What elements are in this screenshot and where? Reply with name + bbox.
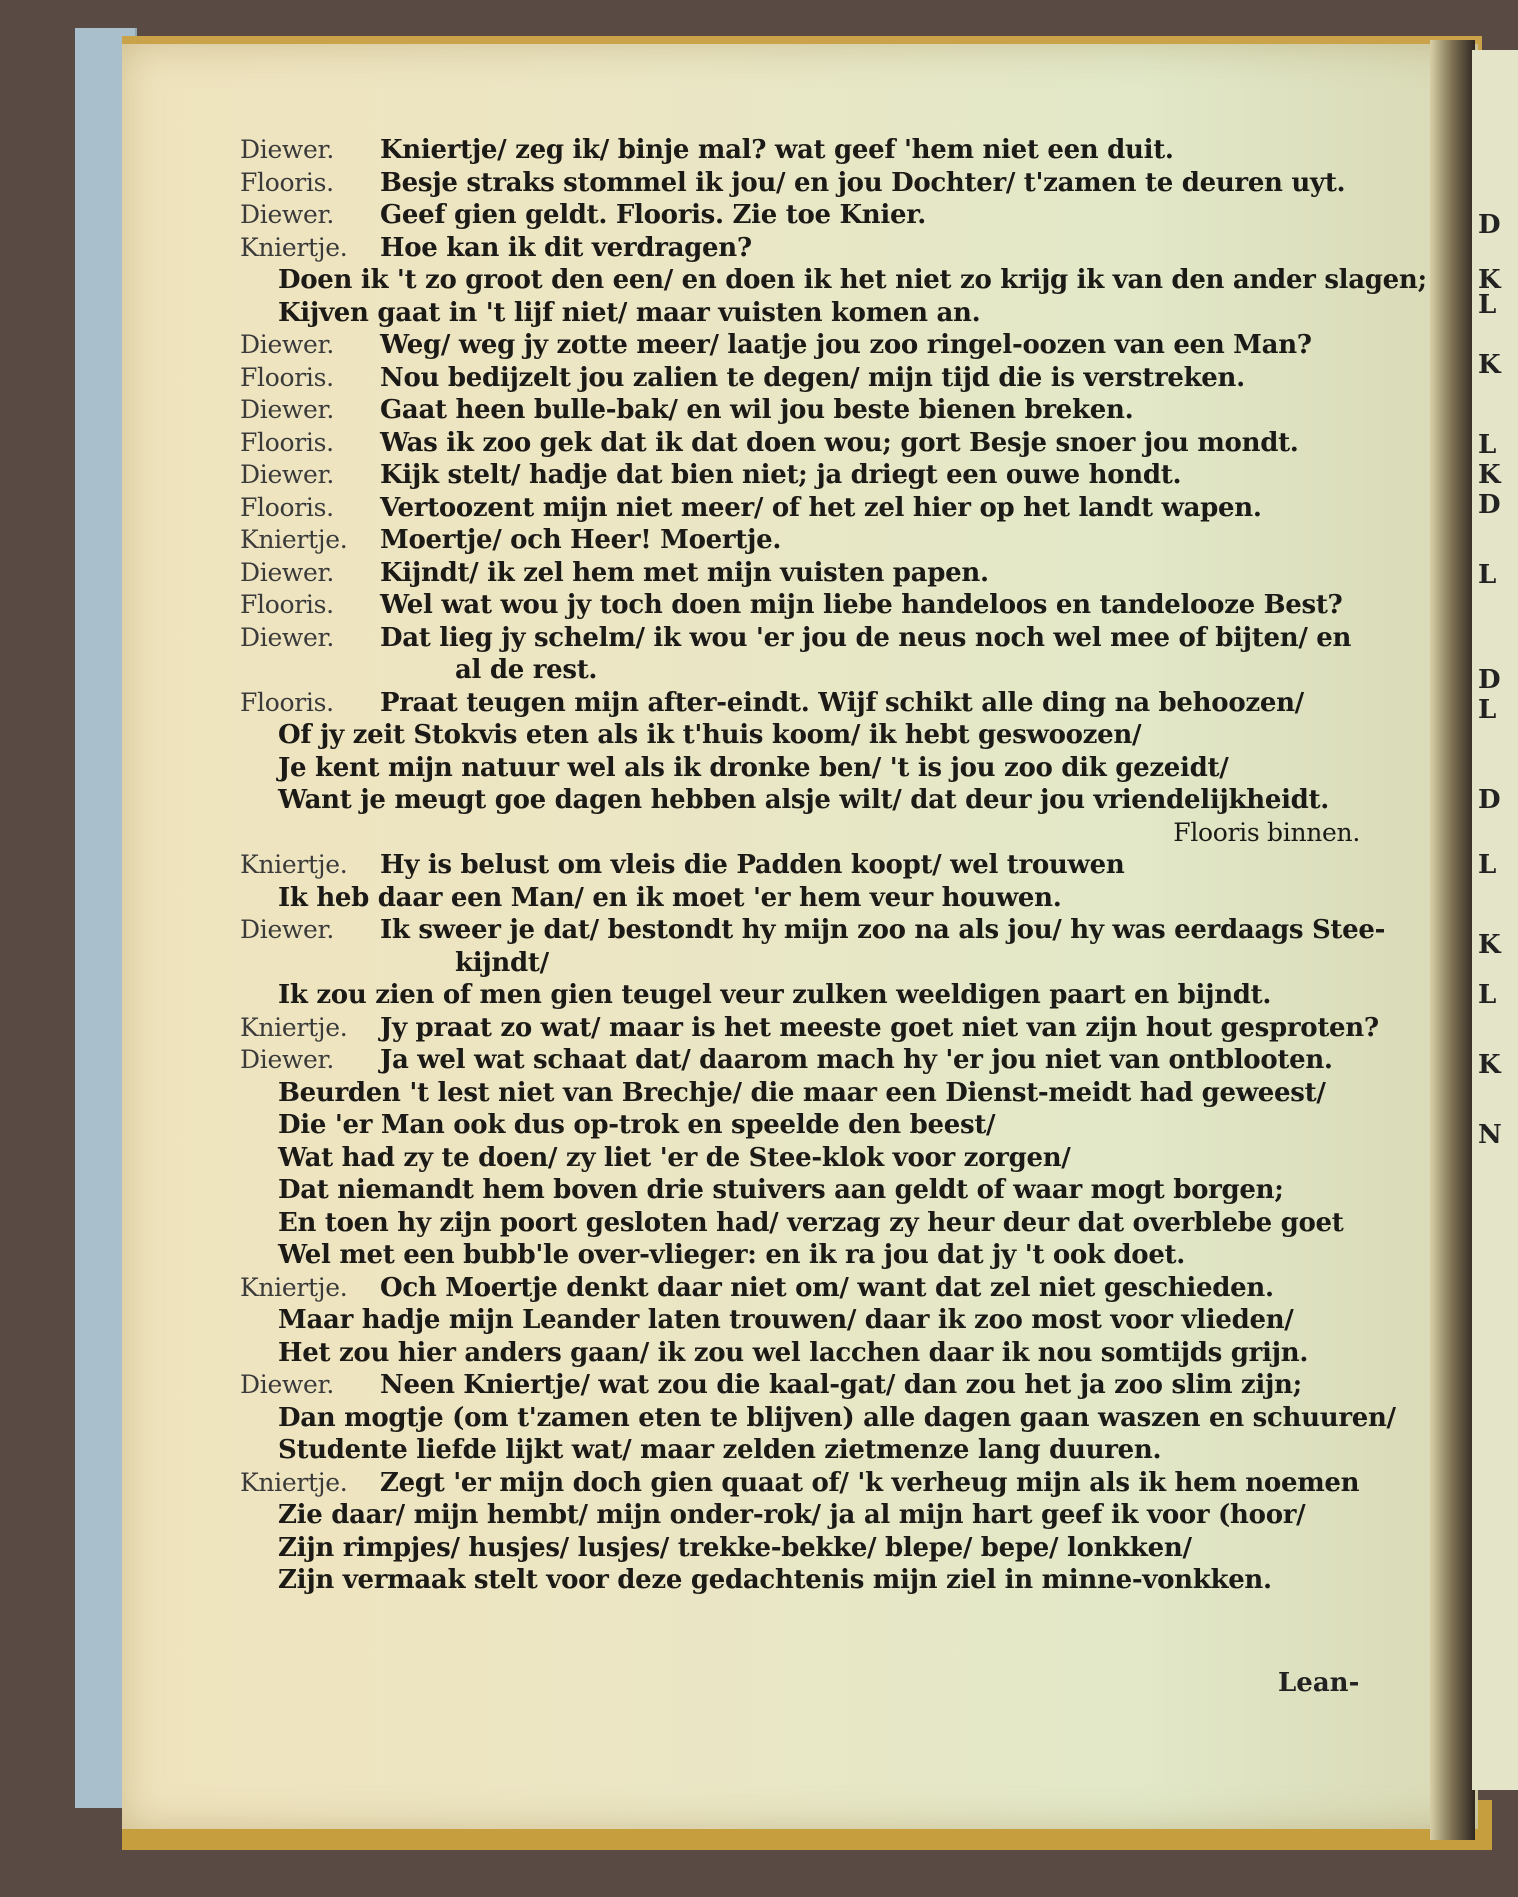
- facing-page-letter: D: [1478, 665, 1501, 695]
- line-text: Wel wat wou jy toch doen mijn liebe handeloos en tandelooze Best?: [380, 590, 1343, 620]
- text-line: [240, 1142, 1360, 1175]
- line-text: Neen Kniertje/ wat zou die kaal-gat/ dan zou het ja zoo slim zijn;: [380, 1370, 1302, 1400]
- facing-page-letter: D: [1478, 210, 1501, 240]
- speaker-name: Kniertje.: [240, 232, 348, 262]
- line-text: Zijn rimpjes/ husjes/ lusjes/ trekke-bekke/ blepe/ bepe/ lonkken/: [278, 1532, 1192, 1563]
- speaker-name: Diewer.: [240, 1045, 335, 1074]
- speaker-name: Diewer.: [240, 622, 335, 652]
- text-line: [240, 167, 1360, 200]
- text-line: [240, 1239, 1360, 1272]
- line-text: Nou bedijzelt jou zalien te degen/ mijn tijd die is verstreken.: [380, 362, 1245, 393]
- text-line: [240, 1012, 1379, 1045]
- text-line: [240, 232, 1360, 265]
- speaker-name: Kniertje.: [240, 1272, 348, 1302]
- speaker-name: Flooris.: [240, 590, 334, 619]
- line-text: Zie daar/ mijn hembt/ mijn onder-rok/ ja al mijn hart geef ik voor (hoor/: [278, 1500, 1306, 1530]
- line-text: En toen hy zijn poort gesloten had/ verzag zy heur deur dat overblebe goet: [278, 1207, 1344, 1238]
- text-line: [240, 1369, 1360, 1402]
- line-text: Studente liefde lijkt wat/ maar zelden zietmenze lang duuren.: [278, 1435, 1162, 1465]
- catchword: Lean-: [1278, 1668, 1360, 1698]
- text-line: [240, 134, 1360, 167]
- text-line: [240, 1174, 1360, 1207]
- line-text: Doen ik 't zo groot den een/ en doen ik het niet zo krijg ik van den ander slagen;: [278, 265, 1427, 295]
- line-text: Dat niemandt hem boven drie stuivers aan geldt of waar mogt borgen;: [278, 1175, 1284, 1205]
- speaker-name: Kniertje.: [240, 1467, 348, 1497]
- text-line: [240, 297, 1360, 330]
- line-text: Ja wel wat schaat dat/ daarom mach hy 'er jou niet van ontblooten.: [380, 1045, 1333, 1075]
- text-line: [240, 1077, 1360, 1110]
- line-text: Was ik zoo gek dat ik dat doen wou; gort Besje snoer jou mondt.: [380, 427, 1299, 458]
- line-text: Je kent mijn natuur wel als ik dronke ben/ 't is jou zoo dik gezeidt/: [278, 752, 1229, 783]
- facing-page-letter: D: [1478, 785, 1501, 815]
- speaker-name: Diewer.: [240, 557, 335, 587]
- text-line: [240, 1272, 1360, 1305]
- facing-page-letter: L: [1478, 695, 1497, 725]
- facing-page-letter: K: [1478, 460, 1501, 490]
- text-line: [240, 849, 1360, 882]
- facing-page-letter: L: [1478, 290, 1497, 320]
- line-text: Kijven gaat in 't lijf niet/ maar vuisten komen an.: [278, 297, 981, 328]
- facing-page-letter: L: [1478, 430, 1497, 460]
- line-text: Wat had zy te doen/ zy liet 'er de Stee-klok voor zorgen/: [278, 1142, 1071, 1173]
- text-line: [240, 199, 1360, 232]
- line-text: Kijk stelt/ hadje dat bien niet; ja driegt een ouwe hondt.: [380, 460, 1182, 490]
- facing-page-letter: K: [1478, 350, 1501, 380]
- line-text: Besje straks stommel ik jou/ en jou Dochter/ t'zamen te deuren uyt.: [380, 167, 1346, 198]
- text-line: [240, 947, 1360, 980]
- text-line: [240, 329, 1360, 362]
- speaker-name: Flooris.: [240, 492, 334, 522]
- speaker-name: Diewer.: [240, 135, 335, 164]
- text-line: [240, 1207, 1360, 1240]
- text-line: [240, 622, 1360, 655]
- text-line: [240, 1434, 1360, 1467]
- line-text: Ik heb daar een Man/ en ik moet 'er hem veur houwen.: [278, 882, 1062, 913]
- text-line: [240, 1109, 1360, 1142]
- text-line: [240, 1304, 1360, 1337]
- text-line: [240, 427, 1360, 460]
- text-line: [240, 719, 1360, 752]
- line-text: Vertoozent mijn niet meer/ of het zel hier op het landt wapen.: [380, 492, 1262, 523]
- line-text: Ik sweer je dat/ bestondt hy mijn zoo na als jou/ hy was eerdaags Stee-: [380, 915, 1386, 945]
- facing-page-fragment: [1472, 50, 1518, 1790]
- text-line: [240, 589, 1360, 622]
- facing-page-letter: N: [1478, 1120, 1502, 1150]
- text-line: [240, 557, 1360, 590]
- line-text: Geef gien geldt. Flooris. Zie toe Knier.: [380, 200, 926, 230]
- facing-page-letter: L: [1478, 850, 1497, 880]
- text-line: [240, 784, 1360, 817]
- line-text: Praat teugen mijn after-eindt. Wijf schikt alle ding na behoozen/: [380, 687, 1304, 718]
- speaker-name: Diewer.: [240, 200, 335, 229]
- text-line: [240, 687, 1360, 720]
- speaker-name: Diewer.: [240, 915, 335, 944]
- line-text: Kniertje/ zeg ik/ binje mal? wat geef 'hem niet een duit.: [380, 135, 1174, 165]
- text-line: [240, 817, 1360, 850]
- text-line: [240, 459, 1360, 492]
- speaker-name: Diewer.: [240, 395, 335, 424]
- text-line: [240, 914, 1386, 947]
- text-line: [240, 752, 1360, 785]
- text-line: [240, 1337, 1360, 1370]
- speaker-name: Diewer.: [240, 1370, 335, 1399]
- line-text: Het zou hier anders gaan/ ik zou wel lacchen daar ik nou somtijds grijn.: [278, 1337, 1309, 1368]
- text-line: [240, 1564, 1360, 1597]
- line-text: Of jy zeit Stokvis eten als ik t'huis koom/ ik hebt geswoozen/: [278, 720, 1142, 750]
- text-line: [240, 654, 1360, 687]
- line-text: Want je meugt goe dagen hebben alsje wilt/ dat deur jou vriendelijkheidt.: [278, 785, 1329, 815]
- text-line: [240, 264, 1427, 297]
- line-text: Hoe kan ik dit verdragen?: [380, 232, 752, 263]
- line-text: Zijn vermaak stelt voor deze gedachtenis mijn ziel in minne-vonkken.: [278, 1565, 1272, 1595]
- facing-page-letter: L: [1478, 560, 1497, 590]
- speaker-name: Kniertje.: [240, 525, 348, 554]
- speaker-name: Diewer.: [240, 330, 335, 359]
- text-line: [240, 1044, 1360, 1077]
- book-gutter: [1430, 40, 1475, 1840]
- line-text: Dat lieg jy schelm/ ik wou 'er jou de neus noch wel mee of bijten/ en: [380, 622, 1352, 653]
- line-text: Hy is belust om vleis die Padden koopt/ wel trouwen: [380, 850, 1125, 880]
- speaker-name: Flooris.: [240, 687, 334, 717]
- line-text: Jy praat zo wat/ maar is het meeste goet niet van zijn hout gesproten?: [380, 1012, 1379, 1043]
- line-text: Och Moertje denkt daar niet om/ want dat zel niet geschieden.: [380, 1272, 1274, 1303]
- facing-page-letter: K: [1478, 1050, 1501, 1080]
- text-line: [240, 1467, 1360, 1500]
- line-text: Beurden 't lest niet van Brechje/ die maar een Dienst-meidt had geweest/: [278, 1077, 1326, 1108]
- text-line: [240, 1499, 1360, 1532]
- text-line: [240, 362, 1360, 395]
- text-line: [240, 1532, 1360, 1565]
- line-text: al de rest.: [455, 655, 598, 685]
- line-text: Die 'er Man ook dus op-trok en speelde den beest/: [278, 1110, 996, 1140]
- facing-page-letter: K: [1478, 930, 1501, 960]
- speaker-name: Kniertje.: [240, 850, 348, 879]
- speaker-name: Diewer.: [240, 460, 335, 489]
- line-text: Ik zou zien of men gien teugel veur zulken weeldigen paart en bijndt.: [278, 980, 1272, 1010]
- line-text: Wel met een bubb'le over-vlieger: en ik ra jou dat jy 't ook doet.: [278, 1240, 1186, 1270]
- text-line: [240, 492, 1360, 525]
- line-text: Moertje/ och Heer! Moertje.: [380, 525, 782, 555]
- speaker-name: Kniertje.: [240, 1012, 348, 1042]
- text-line: [240, 979, 1360, 1012]
- play-text: [240, 134, 1427, 1597]
- text-line: [240, 394, 1360, 427]
- line-text: Kijndt/ ik zel hem met mijn vuisten papen.: [380, 557, 989, 588]
- line-text: Dan mogtje (om t'zamen eten te blijven) alle dagen gaan waszen en schuuren/: [278, 1402, 1396, 1433]
- speaker-name: Flooris.: [240, 427, 334, 457]
- speaker-name: Flooris.: [240, 362, 334, 392]
- facing-page-letter: D: [1478, 490, 1501, 520]
- line-text: Maar hadje mijn Leander laten trouwen/ daar ik zoo most voor vlieden/: [278, 1305, 1294, 1335]
- text-line: [240, 882, 1360, 915]
- text-line: [240, 1402, 1396, 1435]
- speaker-name: Flooris.: [240, 167, 334, 197]
- text-line: [240, 524, 1360, 557]
- line-text: Zegt 'er mijn doch gien quaat of/ 'k verheug mijn als ik hem noemen: [380, 1467, 1360, 1498]
- line-text: kijndt/: [455, 947, 549, 978]
- facing-page-letter: L: [1478, 980, 1497, 1010]
- facing-page-letter: K: [1478, 265, 1501, 295]
- line-text: Weg/ weg jy zotte meer/ laatje jou zoo ringel-oozen van een Man?: [380, 330, 1312, 360]
- line-text: Gaat heen bulle-bak/ en wil jou beste bienen breken.: [380, 395, 1134, 425]
- stage-direction: Flooris binnen.: [1173, 817, 1360, 847]
